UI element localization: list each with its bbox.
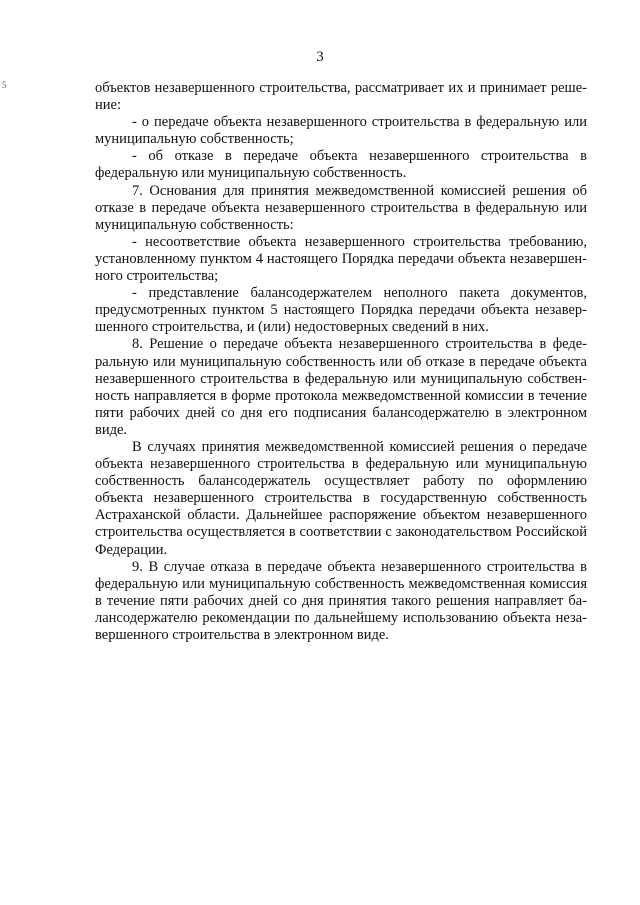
list-item-refusal-decision: - об отказе в передаче объекта незавершенного строительства в федеральную или муниципальную собственность. xyxy=(95,148,587,182)
paragraph-9: 9. В случае отказа в передаче объекта незавершенного строительства в федеральную или муниципальную собственность межведомственная комиссия в течение пяти рабочих дней со дня принятия такого решения направляет балансодержателю рекомендации по дальнейшему использованию объекта незавершенного строительства в электронном виде. xyxy=(95,558,587,643)
paragraph-8-continued: В случаях принятия межведомственной комиссией решения о передаче объекта незавершенного строительства в федеральную или муниципальную собственность балансодержатель осуществляет работу по оформлению объекта незавершенного строительства в государственную собственность Астраханской области. Дальнейшее распоряжение объектом незавершенного строительства осуществляется в соответствии с законодательством Российской Федерации. xyxy=(95,438,587,558)
list-item-incomplete-documents: - представление балансодержателем неполного пакета документов, предусмотренных пунктом 5 настоящего Порядка передачи объекта незавершенного строительства, и (или) недостоверных сведений в них. xyxy=(95,285,587,336)
page-number: 3 xyxy=(316,49,324,65)
document-body xyxy=(95,80,587,644)
list-item-noncompliance: - несоответствие объекта незавершенного строительства требованию, установленному пунктом 4 настоящего Порядка передачи объекта незавершенного строительства; xyxy=(95,233,587,285)
margin-mark: 5 xyxy=(2,80,7,90)
list-item-transfer-decision: - о передаче объекта незавершенного строительства в федеральную или муниципальную собственность; xyxy=(95,114,587,148)
paragraph-8: 8. Решение о передаче объекта незавершенного строительства в федеральную или муниципальную собственность или об отказе в передаче объекта незавершенного строительства в федеральную или муниципальную собственность направляется в форме протокола межведомственной комиссии в течение пяти рабочих дней со дня его подписания балансодержателю в электронном виде. xyxy=(95,336,587,438)
paragraph-continuation: объектов незавершенного строительства, рассматривает их и принимает решение: xyxy=(95,80,587,114)
paragraph-7: 7. Основания для принятия межведомственной комиссией решения об отказе в передаче объекта незавершенного строительства в федеральную или муниципальную собственность: xyxy=(95,182,587,233)
